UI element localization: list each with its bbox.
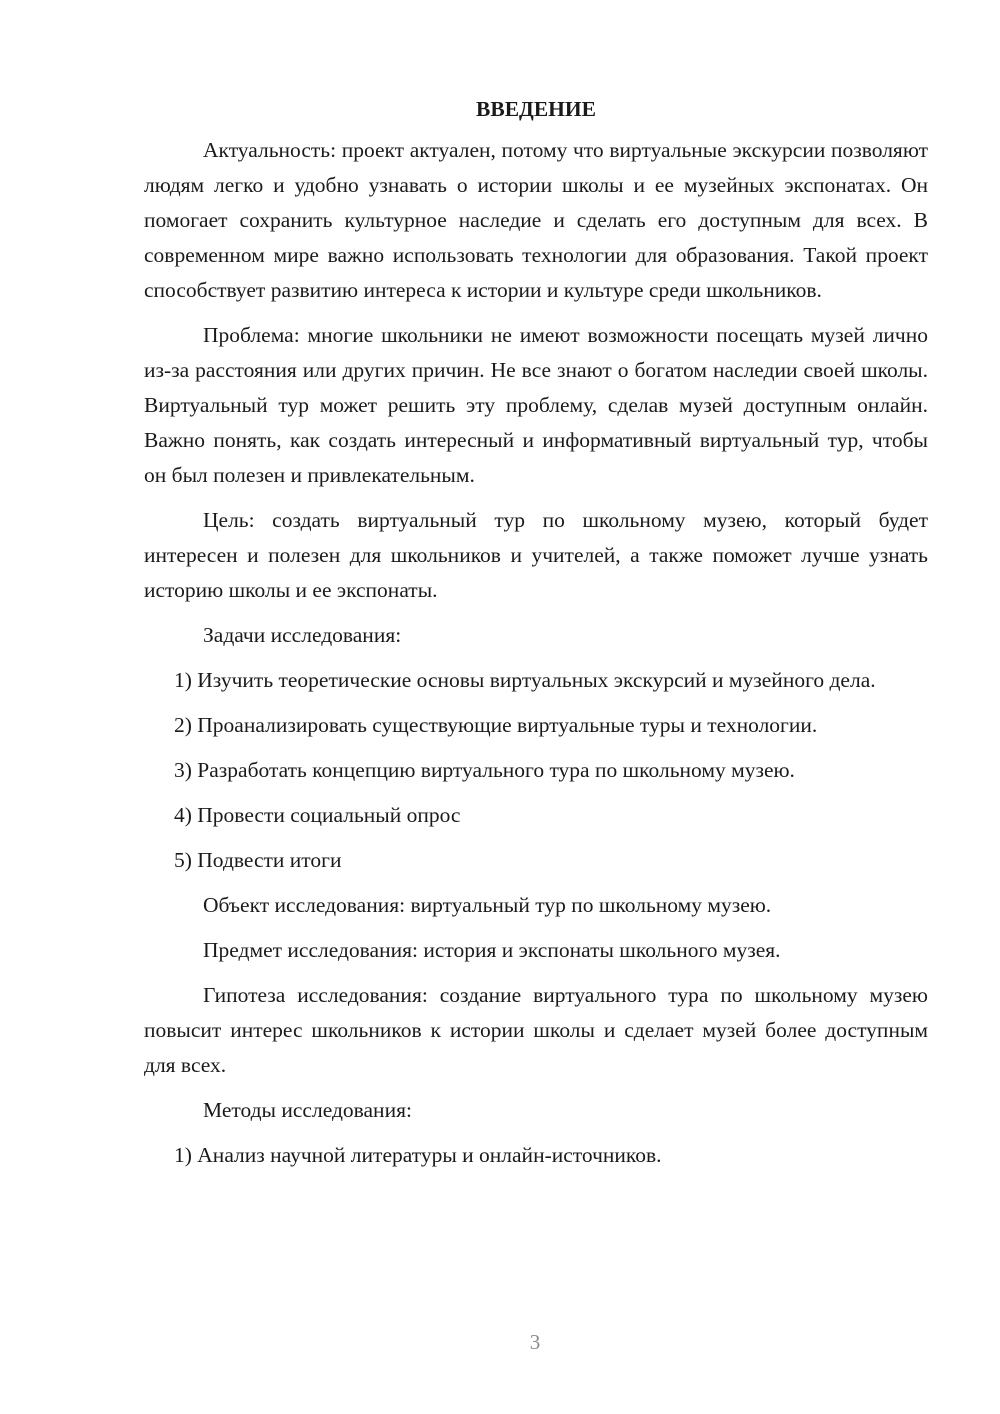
research-object: Объект исследования: виртуальный тур по школьному музею. [203,893,772,917]
task-item-3: 3) Разработать концепцию виртуального тура по школьному музею. [174,758,795,782]
tasks-heading: Задачи исследования: [203,623,402,647]
research-subject: Предмет исследования: история и экспонаты школьного музея. [203,938,781,962]
research-hypothesis: Гипотеза исследования: создание виртуального тура по школьному музею повысит интерес школьников к истории школы и сделает музей более доступным для всех. [144,983,928,1077]
task-item-5: 5) Подвести итоги [174,848,342,872]
task-item-4: 4) Провести социальный опрос [174,803,461,827]
document-title: ВВЕДЕНИЕ [476,97,596,121]
page-number: 3 [529,1330,541,1354]
document-page [144,90,928,1183]
task-item-1: 1) Изучить теоретические основы виртуальных экскурсий и музейного дела. [174,668,876,692]
paragraph-problem: Проблема: многие школьники не имеют возможности посещать музей лично из-за расстояния или других причин. Не все знают о богатом наследии своей школы. Виртуальный тур может решить эту проблему, сделав музей доступным онлайн. Важно понять, как создать интересный и информативный виртуальный тур, чтобы он был полезен и привлекательным. [144,323,928,487]
methods-heading: Методы исследования: [203,1098,412,1122]
task-item-2: 2) Проанализировать существующие виртуальные туры и технологии. [174,713,818,737]
method-item-1: 1) Анализ научной литературы и онлайн-источников. [174,1143,662,1167]
paragraph-relevance: Актуальность: проект актуален, потому что виртуальные экскурсии позволяют людям легко и удобно узнавать о истории школы и ее музейных экспонатах. Он помогает сохранить культурное наследие и сделать его доступным для всех. В современном мире важно использовать технологии для образования. Такой проект способствует развитию интереса к истории и культуре среди школьников. [144,138,928,302]
paragraph-goal: Цель: создать виртуальный тур по школьному музею, который будет интересен и полезен для школьников и учителей, а также поможет лучше узнать историю школы и ее экспонаты. [144,508,928,602]
